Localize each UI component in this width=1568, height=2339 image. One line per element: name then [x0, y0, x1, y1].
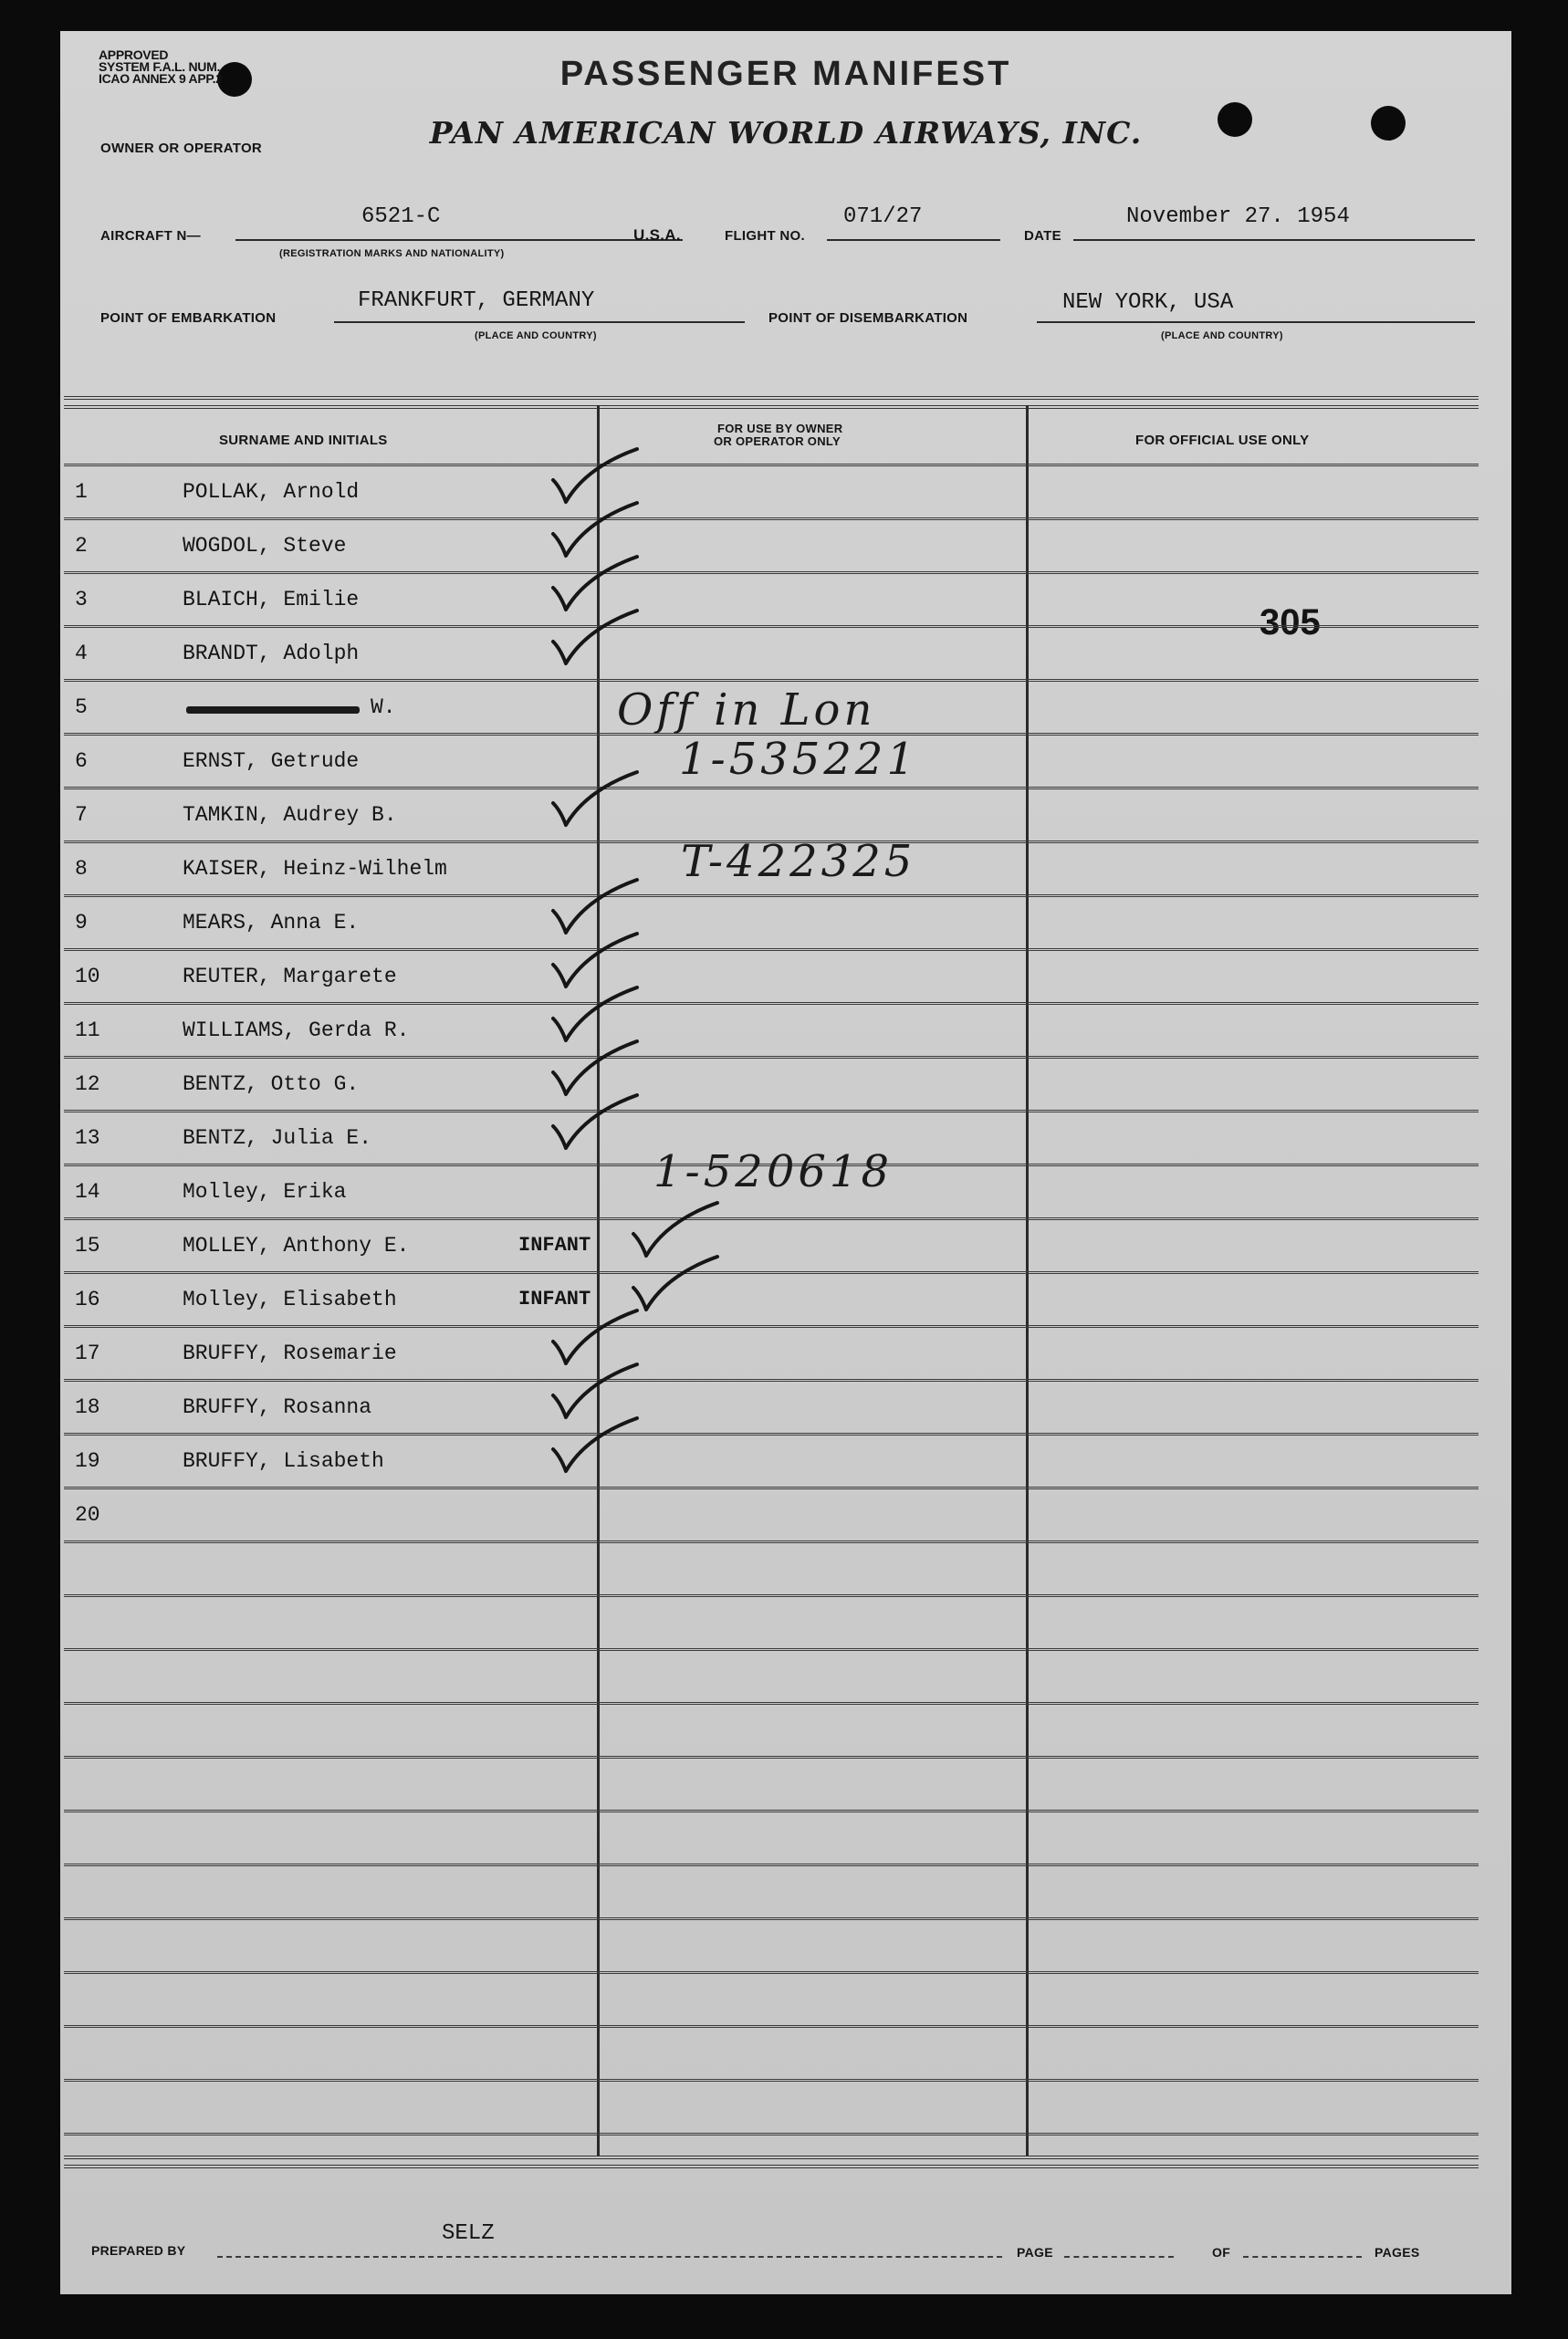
- registration-caption: (REGISTRATION MARKS AND NATIONALITY): [279, 248, 505, 259]
- infant-tag: INFANT: [518, 1288, 591, 1310]
- row-number: 5: [75, 695, 88, 719]
- prepared-by-line: [217, 2256, 1002, 2259]
- aircraft-underline: [235, 239, 683, 241]
- passenger-name: BRUFFY, Rosemarie: [183, 1342, 397, 1365]
- handwritten-note: T-422325: [681, 836, 916, 887]
- column-header-owner: FOR USE BY OWNER: [717, 422, 843, 435]
- form-title: PASSENGER MANIFEST: [559, 55, 1012, 93]
- row-rule: [64, 517, 1479, 520]
- handwritten-note: 1-520618: [653, 1146, 893, 1197]
- row-number: 3: [75, 588, 88, 611]
- row-rule: [64, 1379, 1479, 1382]
- row-rule: [64, 571, 1479, 574]
- row-number: 16: [75, 1288, 100, 1311]
- row-rule: [64, 1756, 1479, 1759]
- passenger-name: KAISER, Heinz-Wilhelm: [183, 857, 447, 881]
- checkmark-icon: [549, 1091, 641, 1155]
- row-rule: [64, 2025, 1479, 2028]
- of-label: OF: [1212, 2245, 1231, 2260]
- passenger-name: BRUFFY, Lisabeth: [183, 1449, 384, 1473]
- row-rule: [64, 1110, 1479, 1112]
- row-rule: [64, 894, 1479, 897]
- row-number: 12: [75, 1072, 100, 1096]
- prepared-by-label: PREPARED BY: [91, 2243, 186, 2258]
- manifest-sheet: [60, 31, 1511, 2294]
- row-rule: [64, 1217, 1479, 1220]
- row-rule: [64, 1864, 1479, 1866]
- official-stamp: 305: [1260, 602, 1321, 642]
- handwritten-note: 1-535221: [679, 734, 918, 785]
- checkmark-icon: [549, 1415, 641, 1478]
- row-number: 11: [75, 1018, 100, 1042]
- owner-operator-label: OWNER OR OPERATOR: [100, 141, 263, 156]
- aircraft-label: AIRCRAFT N—: [100, 228, 201, 244]
- row-rule: [64, 1810, 1479, 1812]
- row-rule: [64, 1540, 1479, 1543]
- disembarkation-caption: (PLACE AND COUNTRY): [1161, 330, 1283, 341]
- row-rule: [64, 1056, 1479, 1059]
- row-rule: [64, 1594, 1479, 1597]
- row-number: 15: [75, 1234, 100, 1258]
- table-bottom-rule: [64, 2156, 1479, 2159]
- date-label: DATE: [1024, 228, 1061, 244]
- row-rule: [64, 1917, 1479, 1920]
- passenger-name: BRANDT, Adolph: [183, 642, 360, 665]
- infant-tag: INFANT: [518, 1234, 591, 1257]
- flight-underline: [827, 239, 1000, 241]
- disembarkation-label: POINT OF DISEMBARKATION: [768, 310, 968, 326]
- passenger-name: Molley, Erika: [183, 1180, 347, 1204]
- row-number: 10: [75, 965, 100, 988]
- row-number: 6: [75, 749, 88, 773]
- approval-line: ICAO ANNEX 9 APP.2: [99, 71, 223, 86]
- passenger-name: REUTER, Margarete: [183, 965, 397, 988]
- row-rule: [64, 1487, 1479, 1489]
- date-value: November 27. 1954: [1126, 204, 1350, 229]
- airline-name: PAN AMERICAN WORLD AIRWAYS, INC.: [429, 115, 1143, 151]
- row-rule: [64, 1702, 1479, 1705]
- disembarkation-value: NEW YORK, USA: [1062, 290, 1234, 315]
- passenger-name: W.: [371, 695, 396, 719]
- usa-label: U.S.A.: [633, 226, 681, 244]
- row-rule: [64, 787, 1479, 789]
- passenger-name: MEARS, Anna E.: [183, 911, 360, 935]
- embarkation-label: POINT OF EMBARKATION: [100, 310, 277, 326]
- row-rule: [64, 1002, 1479, 1005]
- row-number: 17: [75, 1342, 100, 1365]
- passenger-name: BENTZ, Julia E.: [183, 1126, 372, 1150]
- passenger-name: TAMKIN, Audrey B.: [183, 803, 397, 827]
- row-number: 4: [75, 642, 88, 665]
- passenger-name: ERNST, Getrude: [183, 749, 360, 773]
- column-header-official: FOR OFFICIAL USE ONLY: [1135, 433, 1310, 448]
- page-line: [1064, 2256, 1174, 2259]
- table-top-rule: [64, 405, 1479, 409]
- row-rule: [64, 1325, 1479, 1328]
- passenger-name: BLAICH, Emilie: [183, 588, 360, 611]
- row-rule: [64, 464, 1479, 466]
- row-number: 2: [75, 534, 88, 558]
- row-rule: [64, 625, 1479, 628]
- flight-label: FLIGHT NO.: [725, 228, 805, 244]
- row-rule: [64, 948, 1479, 951]
- row-rule: [64, 1648, 1479, 1651]
- column-divider: [1026, 405, 1029, 2156]
- row-number: 9: [75, 911, 88, 935]
- row-rule: [64, 1971, 1479, 1974]
- prepared-by-value: SELZ: [442, 2221, 495, 2246]
- row-rule: [64, 2133, 1479, 2135]
- embarkation-caption: (PLACE AND COUNTRY): [475, 330, 597, 341]
- page-label: PAGE: [1017, 2245, 1053, 2260]
- passenger-name: WOGDOL, Steve: [183, 534, 347, 558]
- approval-line: APPROVED: [99, 47, 169, 62]
- checkmark-icon: [549, 607, 641, 671]
- table-bottom-rule: [64, 2165, 1479, 2168]
- flight-value: 071/27: [843, 204, 923, 229]
- row-number: 1: [75, 480, 88, 504]
- checkmark-icon: [630, 1253, 721, 1317]
- passenger-name: POLLAK, Arnold: [183, 480, 360, 504]
- approval-line: SYSTEM F.A.L. NUM.: [99, 59, 221, 74]
- row-rule: [64, 1271, 1479, 1274]
- row-rule: [64, 679, 1479, 682]
- row-number: 8: [75, 857, 88, 881]
- embarkation-value: FRANKFURT, GERMANY: [358, 288, 595, 313]
- row-number: 13: [75, 1126, 100, 1150]
- checkmark-icon: [549, 768, 641, 832]
- aircraft-value: 6521-C: [361, 204, 441, 229]
- passenger-name: BRUFFY, Rosanna: [183, 1395, 372, 1419]
- passenger-name: WILLIAMS, Gerda R.: [183, 1018, 410, 1042]
- row-number: 20: [75, 1503, 100, 1527]
- handwritten-note: Off in Lon: [617, 684, 876, 736]
- passenger-name: BENTZ, Otto G.: [183, 1072, 360, 1096]
- row-rule: [64, 1433, 1479, 1436]
- column-header-surname: SURNAME AND INITIALS: [219, 433, 388, 448]
- passenger-name: MOLLEY, Anthony E.: [183, 1234, 410, 1258]
- row-number: 19: [75, 1449, 100, 1473]
- row-number: 7: [75, 803, 88, 827]
- passenger-name: Molley, Elisabeth: [183, 1288, 397, 1311]
- pages-label: PAGES: [1375, 2245, 1420, 2260]
- column-header-owner: OR OPERATOR ONLY: [714, 434, 841, 448]
- row-number: 14: [75, 1180, 100, 1204]
- disembarkation-underline: [1037, 321, 1475, 323]
- of-line: [1243, 2256, 1362, 2259]
- row-number: 18: [75, 1395, 100, 1419]
- date-underline: [1073, 239, 1475, 241]
- row-rule: [64, 2079, 1479, 2082]
- table-top-rule: [64, 396, 1479, 400]
- embarkation-underline: [334, 321, 745, 323]
- strikeout-mark: [186, 706, 360, 714]
